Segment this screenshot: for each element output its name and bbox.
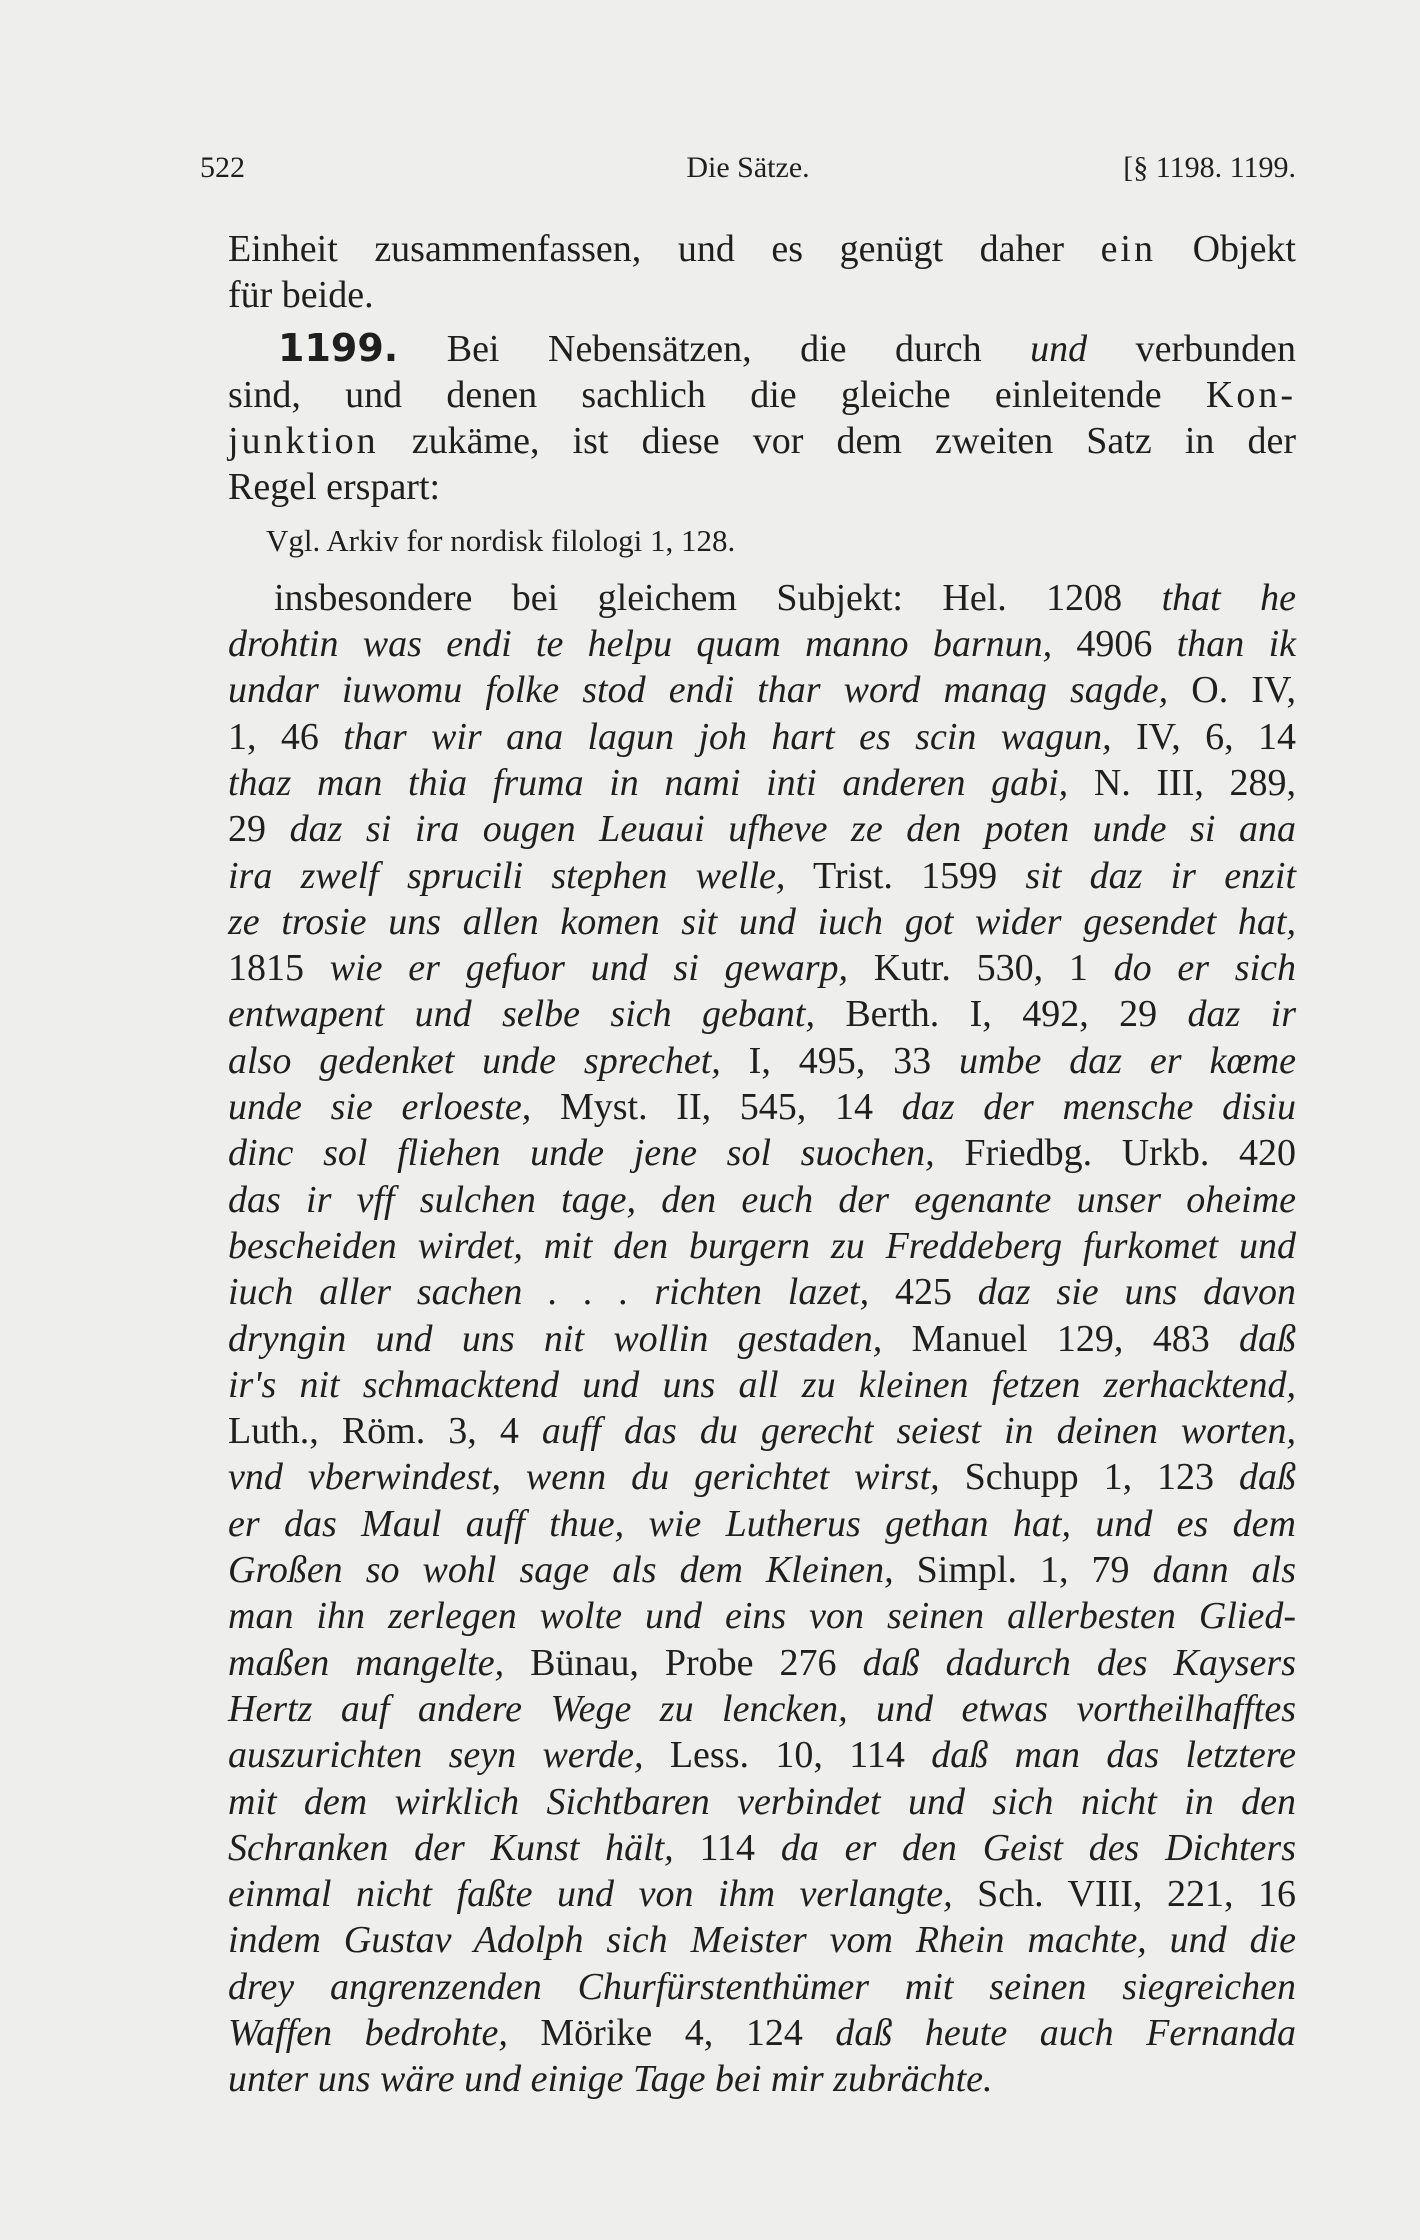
citation-text: Friedbg. Urkb. 420 [934, 1132, 1296, 1175]
quotation-text: man ihn zerlegen wolte und eins von seinen allerbesten Glied- [228, 1595, 1296, 1638]
spaced-word: junktion [228, 420, 379, 463]
text-line: sind, und denen sachlich die gleiche einleitende Kon- [228, 373, 1296, 416]
quotation-text: einmal nicht faßte und von ihm verlangte, [228, 1873, 953, 1916]
page-number: 522 [200, 151, 245, 184]
example-line [228, 1964, 1296, 2010]
citation-text: IV, 6, 14 [1111, 715, 1296, 758]
example-line [228, 1269, 1296, 1315]
quotation-text: daß man das letztere [931, 1734, 1296, 1777]
example-line [228, 1454, 1296, 1500]
quotation-text: Großen so wohl sage als dem Kleinen, [228, 1549, 894, 1592]
running-title: Die Sätze. [686, 151, 810, 184]
example-line [228, 760, 1296, 806]
text-line: Einheit zusammenfassen, und es genügt daher ein Objekt [228, 228, 1296, 270]
quotation-text: iuch aller sachen . . . richten lazet, [228, 1271, 870, 1314]
spaced-word: Kon- [1205, 373, 1296, 416]
citation-text: O. IV, [1168, 669, 1296, 712]
example-line [228, 1130, 1296, 1176]
quotation-text: dinc sol fliehen unde jene sol suochen, [228, 1132, 935, 1175]
quotation-text: auszurichten seyn werde, [228, 1734, 644, 1777]
example-line [228, 667, 1296, 713]
example-line [228, 621, 1296, 667]
quotation-text: that he [1161, 576, 1297, 619]
example-line [228, 714, 1296, 760]
citation-text: I, 495, 33 [720, 1039, 960, 1082]
quotation-text: daz ir [1187, 993, 1296, 1036]
citation-text: Less. 10, 114 [643, 1734, 932, 1777]
text-line: für beide. [228, 274, 374, 317]
quotation-text: ira zwelf sprucili stephen welle, [228, 854, 786, 897]
example-line [228, 1640, 1296, 1686]
citation-text: Schupp 1, 123 [939, 1456, 1240, 1499]
quotation-text: ir's nit schmacktend und uns all zu kleinen fetzen zerhacktend, [228, 1363, 1296, 1406]
citation-text: 114 [673, 1826, 781, 1869]
example-line [228, 1825, 1296, 1871]
example-line [228, 1408, 1296, 1454]
example-line [228, 1779, 1296, 1825]
quotation-text: ze trosie uns allen komen sit und iuch got wider gesendet hat, [228, 900, 1296, 943]
quotation-text: Schranken der Kunst hält, [228, 1826, 674, 1869]
example-line [228, 1686, 1296, 1732]
section-number: 1199. [278, 325, 399, 370]
example-line [228, 1871, 1296, 1917]
example-line [228, 806, 1296, 852]
citation-text: 1815 [228, 947, 330, 990]
citation-text: N. III, 289, [1068, 761, 1297, 804]
quotation-text: drey angrenzenden Churfürstenthümer mit seinen siegreichen [228, 1965, 1296, 2008]
spaced-word: ein [1100, 228, 1156, 270]
quotation-text: thar wir ana lagun joh hart es scin wagun, [343, 715, 1112, 758]
citation-text: insbesondere bei gleichem Subjekt: Hel. 1208 [274, 576, 1162, 619]
quotation-text: indem Gustav Adolph sich Meister vom Rhein machte, und die [228, 1919, 1296, 1962]
quotation-text: er das Maul auff thue, wie Lutherus gethan hat, und es dem [228, 1502, 1296, 1545]
example-line [228, 1547, 1296, 1593]
quotation-text: Hertz auf andere Wege zu lencken, und etwas vortheilhafftes [228, 1687, 1296, 1730]
citation-text: 425 [869, 1271, 978, 1314]
citation-text: Berth. I, 492, 29 [814, 993, 1188, 1036]
section-heading-line: 1199. Bei Nebensätzen, die durch und verbunden [278, 325, 1297, 370]
reference-note: Vgl. Arkiv for nordisk filologi 1, 128. [266, 522, 736, 558]
quotation-text: dryngin und uns nit wollin gestaden, [228, 1317, 883, 1360]
example-line [228, 1038, 1296, 1084]
example-line [228, 1501, 1296, 1547]
section-range: [§ 1198. 1199. [1123, 151, 1296, 184]
example-line [228, 1084, 1296, 1130]
citation-text: Manuel 129, 483 [882, 1317, 1239, 1360]
quotation-text: daß [1239, 1456, 1297, 1499]
quotation-text: daz sie uns davon [977, 1271, 1297, 1314]
citation-text: 1, 46 [228, 715, 344, 758]
citation-text: Myst. II, 545, 14 [531, 1086, 902, 1129]
citation-text: Sch. VIII, 221, 16 [952, 1873, 1297, 1916]
quotation-text: wie er gefuor und si gewarp, [329, 947, 849, 990]
example-line [228, 1593, 1296, 1639]
quotation-text: thaz man thia fruma in nami inti anderen gabi, [228, 761, 1069, 804]
citation-text: Mörike 4, 124 [507, 2011, 836, 2054]
quotation-text: das ir vff sulchen tage, den euch der egenante unser oheime [228, 1178, 1296, 1221]
quotation-text: maßen mangelte, [228, 1641, 505, 1684]
quotation-text: vnd vberwindest, wenn du gerichtet wirst, [228, 1456, 940, 1499]
quotation-text: drohtin was endi te helpu quam manno barnun, [228, 623, 1053, 666]
quotation-text: unde sie erloeste, [228, 1086, 532, 1129]
quotation-text: daß [1239, 1317, 1296, 1360]
example-line [228, 2010, 1296, 2056]
text-line: junktion zukäme, ist diese vor dem zweiten Satz in der [228, 420, 1297, 463]
example-line [228, 1732, 1296, 1778]
citation-text: Luth., Röm. 3, 4 [228, 1410, 542, 1453]
example-line [228, 2056, 1296, 2102]
quotation-text: unter uns wäre und einige Tage bei mir zubrächte. [228, 2058, 993, 2101]
quotation-text: do er sich [1113, 947, 1297, 990]
quotation-text: mit dem wirklich Sichtbaren verbindet und sich nicht in den [228, 1780, 1296, 1823]
example-line [228, 1316, 1296, 1362]
quotation-text: bescheiden wirdet, mit den burgern zu Freddeberg furkomet und [228, 1224, 1296, 1267]
example-line [228, 1223, 1296, 1269]
citation-text: 4906 [1052, 623, 1177, 666]
quotation-text: daz der mensche disiu [901, 1086, 1296, 1129]
example-line [228, 1917, 1296, 1963]
example-line [228, 575, 1296, 621]
quotation-text: also gedenket unde sprechet, [228, 1039, 721, 1082]
citation-text: Trist. 1599 [785, 854, 1026, 897]
citation-text: Bünau, Probe 276 [504, 1641, 863, 1684]
quotation-text: auff das du gerecht seiest in deinen worten, [541, 1410, 1296, 1453]
example-line [228, 853, 1296, 899]
quotation-text: undar iuwomu folke stod endi thar word manag sagde, [228, 669, 1169, 712]
quotation-text: da er den Geist des Dichters [780, 1826, 1296, 1869]
quotation-text: Waffen bedrohte, [228, 2011, 508, 2054]
citation-text: Kutr. 530, 1 [848, 947, 1114, 990]
quotation-text: daß dadurch des Kaysers [862, 1641, 1296, 1684]
citation-text: Simpl. 1, 79 [893, 1549, 1153, 1592]
citation-text: 29 [228, 808, 290, 851]
quotation-text: daß heute auch Fernanda [835, 2011, 1296, 2054]
text-line: Regel erspart: [228, 466, 441, 509]
example-line [228, 1177, 1296, 1223]
quotation-text: than ik [1176, 623, 1297, 666]
quotation-text: umbe daz er kœme [959, 1039, 1297, 1082]
example-line [228, 899, 1296, 945]
quotation-text: daz si ira ougen Leuaui ufheve ze den poten unde si ana [289, 808, 1297, 851]
quotation-text: sit daz ir enzit [1025, 854, 1297, 897]
quotation-text: entwapent und selbe sich gebant, [228, 993, 815, 1036]
examples-paragraph [228, 575, 1296, 2103]
example-line [228, 945, 1296, 991]
example-line [228, 991, 1296, 1037]
page-body [228, 226, 1296, 2103]
example-line [228, 1362, 1296, 1408]
quotation-text: dann als [1152, 1549, 1296, 1592]
